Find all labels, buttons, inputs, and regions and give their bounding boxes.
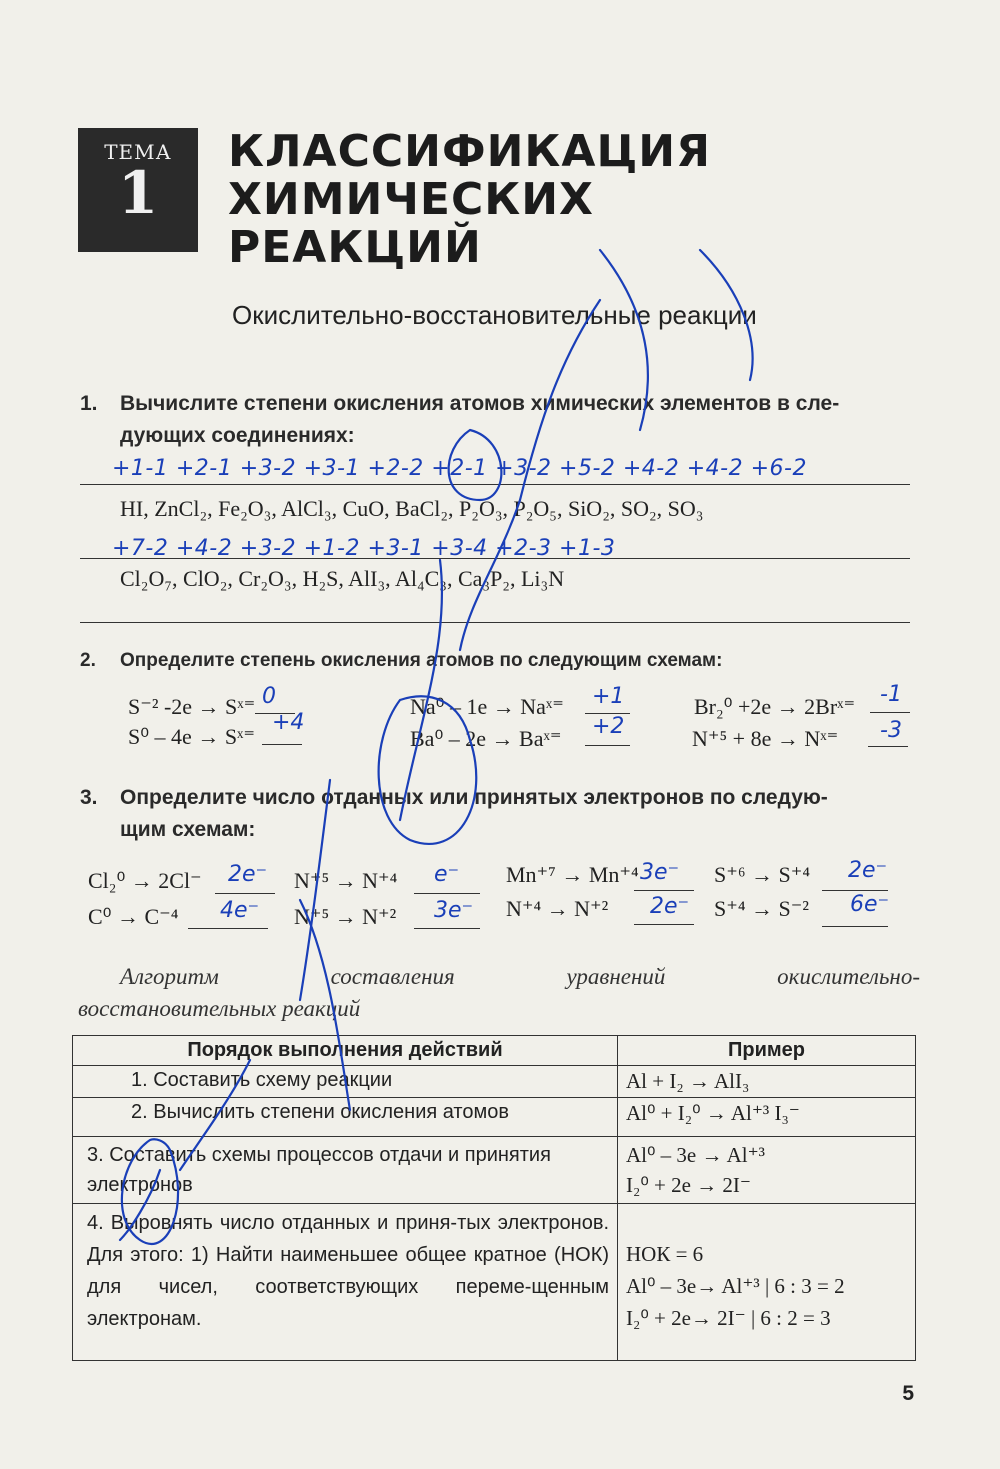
answer-line (822, 926, 888, 927)
example-line: Al⁰ – 3e → Al⁺³ (626, 1143, 765, 1167)
task3-scheme: N⁺⁵ → N⁺² (294, 904, 397, 929)
answer-line (414, 928, 480, 929)
task2-scheme: Br₂⁰ +2e → 2Brˣ⁼ (694, 694, 856, 719)
algorithm-heading-line1: Алгоритм составления уравнений окислительно- (120, 964, 920, 989)
task3-answer: 2e⁻ (228, 862, 268, 887)
task2-answer: 0 (262, 684, 276, 709)
example-line: НОК = 6 (626, 1242, 704, 1266)
task3-answer: 3e⁻ (640, 860, 680, 885)
task1-text-line1: Вычислите степени окисления атомов химических элементов в сле- (120, 392, 840, 415)
task2-answer: -1 (880, 682, 902, 707)
step-cell: 4. Выровнять число отданных и приня-тых электронов. Для этого: 1) Найти наименьшее общее кратное (НОК) для чисел, соответствующих переме-щенным электронам. (73, 1204, 618, 1361)
table-row (73, 1204, 916, 1361)
chapter-title-line1: КЛАССИФИКАЦИЯ (228, 126, 711, 177)
col-header-steps: Порядок выполнения действий (73, 1036, 618, 1066)
example-cell (618, 1204, 916, 1361)
answer-line (822, 890, 888, 891)
example-cell: Al + I₂ → AlI₃ (618, 1066, 916, 1098)
topic-word: ТЕМА (104, 140, 172, 164)
answer-line (414, 893, 480, 894)
answer-line (80, 558, 910, 559)
table-header-row (73, 1036, 916, 1066)
task3-answer: 3e⁻ (434, 898, 474, 923)
task1-compounds-row1: HI, ZnCl₂, Fe₂O₃, AlCl₃, CuO, BaCl₂, P₂O₃, P₂O₅, SiO₂, SO₂, SO₃ (120, 496, 704, 521)
task2-answer: -3 (880, 718, 902, 743)
table-row (73, 1098, 916, 1137)
step-cell: 1. Составить схему реакции (73, 1066, 618, 1098)
task2-answer: +1 (592, 684, 625, 709)
table-row (73, 1066, 916, 1098)
answer-line (870, 712, 910, 713)
task2-scheme: Ba⁰ – 2e → Baˣ⁼ (410, 726, 562, 751)
example-line: Al⁰ – 3e→ Al⁺³ | 6 : 3 = 2 (626, 1274, 845, 1298)
example-cell: Al⁰ + I₂⁰ → Al⁺³ I₃⁻ (618, 1098, 916, 1137)
algorithm-table (72, 1035, 916, 1361)
section-subtitle: Окислительно-восстановительные реакции (232, 300, 757, 330)
task3-scheme: C⁰ → C⁻⁴ (88, 904, 179, 929)
task3-scheme: N⁺⁵ → N⁺⁴ (294, 868, 398, 893)
task2-answer: +4 (272, 710, 305, 735)
task2-text: Определите степень окисления атомов по следующим схемам: (120, 650, 723, 671)
task3-scheme: Cl₂⁰ → 2Cl⁻ (88, 868, 202, 893)
table-row (73, 1137, 916, 1204)
task1-answer-row2: +7-2 +4-2 +3-2 +1-2 +3-1 +3-4 +2-3 +1-3 (112, 536, 616, 561)
example-line: I₂⁰ + 2e→ 2I⁻ | 6 : 2 = 3 (626, 1306, 831, 1330)
task3-number: 3. (80, 786, 98, 809)
answer-line (634, 890, 694, 891)
task2-scheme: S⁻² -2e → Sˣ⁼ (128, 694, 256, 719)
example-cell (618, 1137, 916, 1204)
answer-line (215, 893, 275, 894)
answer-line (262, 744, 302, 745)
task2-scheme: N⁺⁵ + 8e → Nˣ⁼ (692, 726, 839, 751)
answer-line (80, 484, 910, 485)
task1-answer-row1: +1-1 +2-1 +3-2 +3-1 +2-2 +2-1 +3-2 +5-2 +4-2 +4-2 +6-2 (112, 456, 807, 481)
task2-scheme: S⁰ – 4e → Sˣ⁼ (128, 724, 256, 749)
task3-scheme: N⁺⁴ → N⁺² (506, 896, 609, 921)
page-number: 5 (902, 1382, 914, 1405)
topic-badge (78, 128, 198, 252)
step-cell: 3. Составить схемы процессов отдачи и принятия электронов (73, 1137, 618, 1204)
task3-answer: e⁻ (434, 862, 460, 887)
task3-text-line1: Определите число отданных или принятых электронов по следую- (120, 786, 828, 809)
chapter-title (228, 128, 828, 272)
topic-number: 1 (117, 159, 159, 227)
task3-scheme: S⁺⁴ → S⁻² (714, 896, 809, 921)
step-cell: 2. Вычислить степени окисления атомов (73, 1098, 618, 1137)
task3-answer: 2e⁻ (848, 858, 888, 883)
task2-answer: +2 (592, 714, 625, 739)
example-line: I₂⁰ + 2e → 2I⁻ (626, 1173, 751, 1197)
task2-number: 2. (80, 650, 96, 671)
answer-line (188, 928, 268, 929)
answer-line (634, 924, 694, 925)
answer-line (868, 746, 908, 747)
algorithm-heading-line2: восстановительных реакций (78, 996, 361, 1021)
answer-line (585, 745, 630, 746)
chapter-title-line2: ХИМИЧЕСКИХ РЕАКЦИЙ (228, 174, 594, 273)
task3-answer: 4e⁻ (220, 898, 260, 923)
task3-text-line2: щим схемам: (120, 818, 256, 841)
task2-scheme: Na⁰ – 1e → Naˣ⁼ (410, 694, 564, 719)
task1-compounds-row2: Cl₂O₇, ClO₂, Cr₂O₃, H₂S, AlI₃, Al₄C₃, Ca₃P₂, Li₃N (120, 566, 565, 591)
task3-scheme: S⁺⁶ → S⁺⁴ (714, 862, 811, 887)
task3-scheme: Mn⁺⁷ → Mn⁺⁴ (506, 862, 639, 887)
answer-line (80, 622, 910, 623)
task3-answer: 2e⁻ (650, 894, 690, 919)
task1-text-line2: дующих соединениях: (120, 424, 355, 447)
task1-number: 1. (80, 392, 98, 415)
task3-answer: 6e⁻ (850, 892, 890, 917)
col-header-example: Пример (618, 1036, 916, 1066)
